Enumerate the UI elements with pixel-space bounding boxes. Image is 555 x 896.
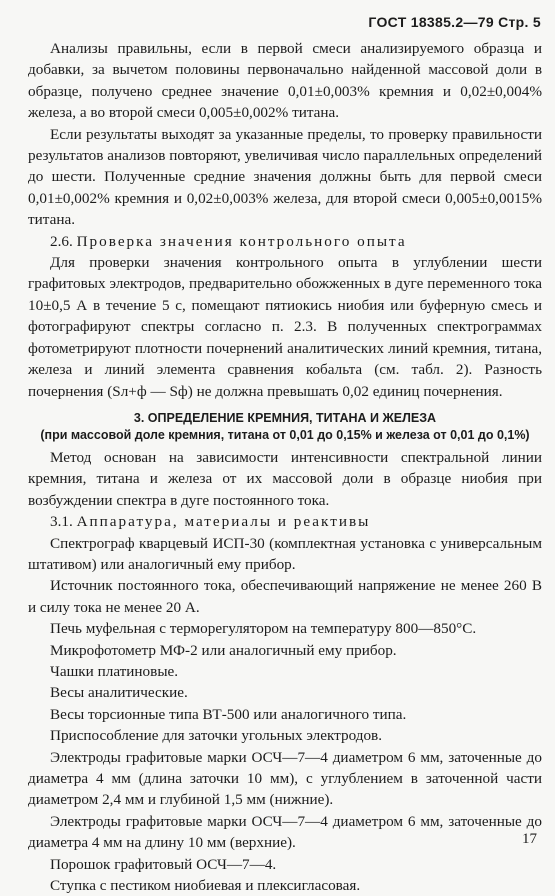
equipment-item: Ступка с пестиком ниобиевая и плексигласовая.: [50, 877, 361, 895]
equipment-item: Источник постоянного тока, обеспечивающий напряжение не менее 260 В и силу тока не менее 20 А.: [28, 577, 542, 616]
equipment-item: Порошок графитовый ОСЧ—7—4.: [50, 855, 277, 873]
equipment-item: Приспособление для заточки угольных электродов.: [50, 727, 383, 745]
page-number: 17: [522, 831, 537, 847]
paragraph-method: Метод основан на зависимости интенсивности спектральной линии кремния, титана и железа от их массовой доли в образце ниобия при возбуждении спектра в дуге постоянного тока.: [28, 448, 542, 509]
equipment-item: Печь муфельная с терморегулятором на температуру 800—850°С.: [50, 620, 477, 638]
subsection-number: 2.6.: [50, 232, 73, 250]
page-body: [28, 38, 542, 896]
equipment-item: Весы торсионные типа ВТ-500 или аналогичного типа.: [50, 705, 407, 723]
paragraph-control-check: Для проверки значения контрольного опыта в углублении шести графитовых электродов, предварительно обожженных в дуге переменного тока 10±0,5 А в течение 5 с, помещают пятиокись ниобия или буферную смесь и фотографируют спектры согласно п. 2.3. В полученных спектрограммах фотометрируют плотности почернений аналитических линий кремния, титана, железа и линий элемента сравнения кобальта (см. табл. 2). Разность почернения (Sл+ф — Sф) не должна превышать 0,02 единиц почернения.: [28, 254, 542, 400]
subsection-title: Аппаратура, материалы и реактивы: [76, 513, 371, 531]
equipment-item: Чашки платиновые.: [50, 662, 179, 680]
equipment-item: Весы аналитические.: [50, 684, 188, 702]
page-header: ГОСТ 18385.2—79 Стр. 5: [368, 14, 541, 30]
equipment-item: Микрофотометр МФ-2 или аналогичный ему прибор.: [50, 641, 397, 659]
subsection-title: Проверка значения контрольного опыта: [76, 232, 407, 250]
subsection-heading-2-6: [28, 231, 542, 252]
section-note: (при массовой доле кремния, титана от 0,01 до 0,15% и железа от 0,01 до 0,1%): [40, 427, 530, 442]
paragraph-results-correct: Анализы правильны, если в первой смеси анализируемого образца и добавки, за вычетом половины первоначально найденной массовой доли в образце, получено среднее значение 0,01±0,003% кремния и 0,02±0,004% железа, а во второй смеси 0,005±0,002% титана.: [28, 40, 542, 122]
equipment-item: Электроды графитовые марки ОСЧ—7—4 диаметром 6 мм, заточенные до диаметра 4 мм (длина заточки 10 мм), с углублением в заточенной части диаметром 2,4 мм и глубиной 1,5 мм (нижние).: [28, 748, 542, 809]
subsection-heading-3-1: [28, 511, 542, 532]
equipment-item: Спектрограф кварцевый ИСП-30 (комплектная установка с универсальным штативом) или аналогичный ему прибор.: [28, 534, 542, 573]
equipment-item: Электроды графитовые марки ОСЧ—7—4 диаметром 6 мм, заточенные до диаметра 4 мм на длину 10 мм (верхние).: [28, 812, 542, 852]
subsection-number: 3.1.: [50, 513, 73, 531]
paragraph-results-repeat: Если результаты выходят за указанные пределы, то проверку правильности результатов анализов повторяют, увеличивая число параллельных определений до шести. Полученные средние значения должны быть для первой смеси 0,01±0,002% кремния и 0,02±0,003% железа, для второй смеси 0,005±0,0015% титана.: [28, 125, 542, 229]
section-title: 3. ОПРЕДЕЛЕНИЕ КРЕМНИЯ, ТИТАНА И ЖЕЛЕЗА: [133, 410, 437, 425]
